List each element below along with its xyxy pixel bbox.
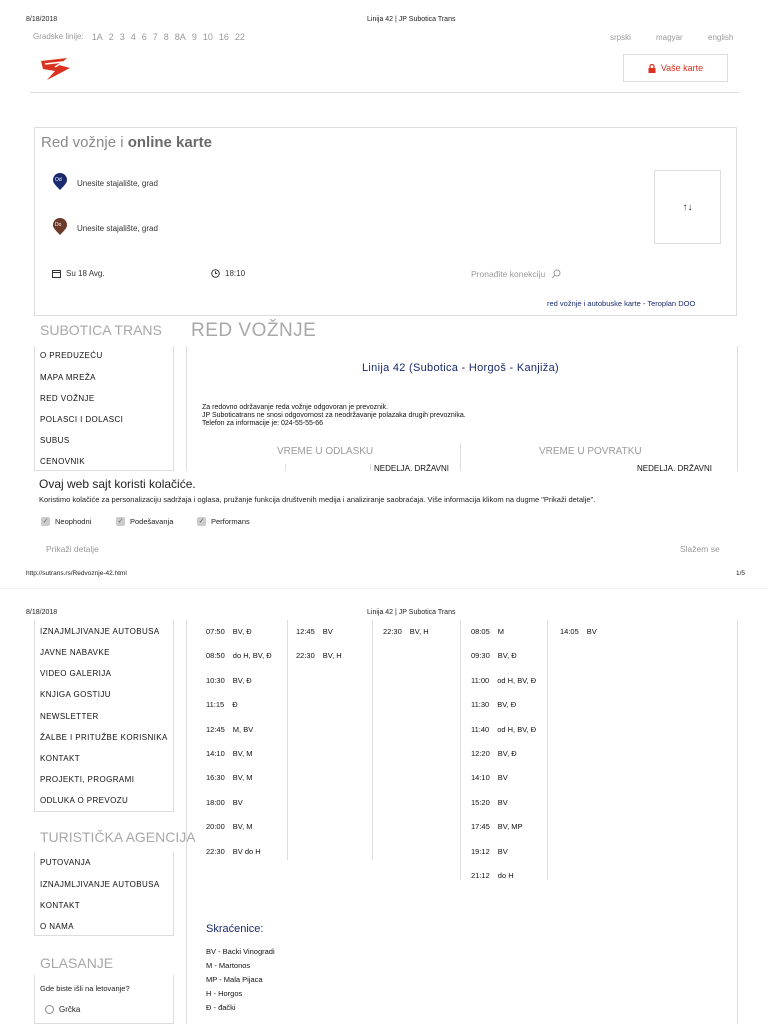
cookie-accept-button[interactable]: Slažem se — [680, 544, 720, 554]
departure-time: 19:12 — [471, 846, 490, 856]
timetable-entry — [471, 725, 536, 734]
route-note: Đ — [232, 700, 238, 710]
column-divider — [370, 464, 371, 471]
departure-time: 11:15 — [206, 700, 225, 710]
timetable-entry — [560, 627, 597, 636]
lock-icon — [648, 64, 656, 73]
route-note: BV, H — [409, 627, 429, 636]
route-note: BV — [586, 627, 597, 636]
header-divider — [30, 92, 740, 93]
timetable-entry — [206, 749, 253, 758]
poll-option[interactable]: Grčka — [45, 1005, 80, 1014]
timetable-entry — [296, 627, 333, 636]
column-divider — [460, 620, 461, 880]
route-note: BV — [232, 797, 243, 807]
column-divider — [287, 620, 288, 860]
departure-time: 10:30 — [206, 675, 225, 685]
find-connection-button[interactable] — [471, 269, 561, 279]
timetable-entry — [471, 676, 536, 685]
abbreviation-item: H - Horgos — [206, 989, 243, 998]
line-link[interactable]: 10 — [202, 32, 213, 42]
sub-header-left: NEDELJA, DRŽAVNI — [374, 464, 449, 471]
route-note: do H, BV, Đ — [232, 651, 272, 661]
departure-time: 12:45 — [296, 627, 315, 636]
print-date-2: 8/18/2018 — [26, 609, 58, 616]
line-link[interactable]: 1A — [91, 32, 103, 42]
timetable-entry — [471, 871, 514, 880]
sidebar-item-pricelist[interactable]: CENOVNIK — [40, 457, 85, 466]
route-note: M — [497, 627, 505, 636]
departure-time: 21:12 — [471, 871, 490, 880]
sidebar-item-travel[interactable]: PUTOVANJA — [40, 858, 91, 867]
route-note: BV, MP — [497, 822, 523, 832]
my-tickets-label: Vaše karte — [660, 63, 704, 73]
from-input[interactable]: Unesite stajalište, grad — [77, 179, 158, 188]
abbreviation-item: BV - Backi Vinogradi — [206, 947, 275, 956]
departure-time: 11:00 — [471, 675, 490, 685]
departure-time: 22:30 — [296, 651, 315, 661]
lang-english[interactable]: english — [708, 33, 734, 42]
route-note: BV — [497, 773, 508, 783]
departure-time: 22:30 — [383, 627, 402, 636]
departure-time: 16:30 — [206, 773, 225, 783]
timetable-entry — [471, 749, 517, 758]
column-divider — [460, 443, 461, 471]
line-link[interactable]: 7 — [152, 32, 158, 42]
search-icon — [551, 269, 561, 279]
line-link[interactable]: 8A — [174, 32, 186, 42]
time-value: 18:10 — [225, 269, 246, 278]
timetable-entry — [206, 651, 272, 660]
route-note: do H — [497, 871, 514, 880]
abbreviation-item: M - Martonos — [206, 961, 251, 970]
column-divider — [285, 464, 286, 471]
page-break — [0, 588, 768, 589]
route-note: BV, Đ — [497, 651, 517, 661]
line-link[interactable]: 9 — [191, 32, 197, 42]
my-tickets-button[interactable] — [623, 54, 728, 82]
sidebar-menu — [34, 346, 174, 471]
departure-time: 20:00 — [206, 822, 225, 832]
timetable-entry — [471, 627, 504, 636]
radio-icon — [45, 1005, 54, 1014]
find-connection-label: Pronađite konekciju — [471, 269, 546, 279]
timetable-entry — [471, 651, 517, 660]
line-link[interactable]: 16 — [218, 32, 229, 42]
search-widget — [34, 127, 737, 316]
cookie-heading: Ovaj web sajt koristi kolačiće. — [39, 477, 196, 491]
timetable-entry — [206, 847, 261, 856]
line-link[interactable]: 6 — [141, 32, 147, 42]
timetable-entry — [383, 627, 429, 636]
timetable-entry — [206, 700, 238, 709]
sidebar-heading-voting: GLASANJE — [40, 955, 114, 971]
date-picker[interactable] — [52, 269, 105, 278]
departure-time: 12:45 — [206, 724, 225, 734]
sidebar-item-complaints[interactable]: ŽALBE I PRITUŽBE KORISNIKA — [40, 733, 168, 742]
line-link[interactable]: 8 — [163, 32, 169, 42]
timetable-entry — [471, 847, 508, 856]
lang-serbian[interactable]: srpski — [610, 33, 631, 42]
line-title: Linija 42 (Subotica - Horgoš - Kanjiža) — [362, 362, 559, 374]
search-title: Red vožnje i online karte — [41, 134, 212, 151]
sidebar-item-network-map[interactable]: MAPA MREŽA — [40, 373, 96, 382]
print-date: 8/18/2018 — [26, 16, 58, 23]
departure-time: 07:50 — [206, 627, 225, 636]
sidebar-item-contact-2[interactable]: KONTAKT — [40, 901, 80, 910]
abbreviations-heading: Skraćenice: — [206, 923, 264, 935]
timetable-entry — [471, 773, 508, 782]
timetable-entry — [206, 822, 253, 831]
checkbox-icon: ✓ — [42, 518, 49, 525]
departure-time: 14:05 — [560, 627, 579, 636]
timetable-entry — [206, 627, 252, 636]
lang-hungarian[interactable]: magyar — [656, 33, 683, 42]
route-note: BV, H — [322, 651, 342, 661]
departure-time: 14:10 — [471, 773, 490, 783]
column-divider — [372, 620, 373, 860]
departure-time: 11:30 — [471, 700, 490, 710]
route-note: BV, Đ — [497, 700, 517, 710]
departure-time: 08:50 — [206, 651, 225, 661]
route-note: BV, M — [232, 749, 253, 758]
line-link[interactable]: 4 — [130, 32, 136, 42]
clock-icon — [211, 269, 220, 278]
sidebar-item-about[interactable]: O NAMA — [40, 922, 74, 931]
return-heading: VREME U POVRATKU — [539, 446, 642, 457]
city-lines-label: Gradske linije: — [33, 32, 84, 41]
departure-time: 17:45 — [471, 822, 490, 832]
sidebar-item-bus-rental[interactable]: IZNAJMLJIVANJE AUTOBUSA — [40, 627, 160, 636]
route-note: BV do H — [232, 846, 261, 856]
sidebar-item-video-gallery[interactable]: VIDEO GALERIJA — [40, 669, 112, 678]
sidebar-item-timetable[interactable]: RED VOŽNJE — [40, 394, 95, 403]
provider-link[interactable]: red vožnje i autobuske karte - Teroplan DOO — [547, 299, 696, 308]
route-note: BV, Đ — [232, 627, 252, 636]
departure-time: 14:10 — [206, 749, 225, 758]
sub-header-right: NEDELJA, DRŽAVNI — [637, 464, 712, 471]
print-title: Linija 42 | JP Subotica Trans — [367, 16, 456, 23]
cookie-check-preferences[interactable]: ✓ Podešavanja — [117, 517, 174, 526]
page-title: RED VOŽNJE — [191, 320, 317, 341]
print-page-number: 1/5 — [736, 570, 746, 577]
sidebar-heading-subotica-trans: SUBOTICA TRANS — [40, 322, 162, 338]
timetable-entry — [206, 798, 243, 807]
sidebar-item-projects[interactable]: PROJEKTI, PROGRAMI — [40, 775, 135, 784]
route-note: BV — [322, 627, 333, 636]
timetable-entry — [206, 773, 253, 782]
route-note: M, BV — [232, 724, 254, 734]
line-link[interactable]: 22 — [234, 32, 245, 42]
info-text: Za redovno održavanje reda vožnje odgovoran je prevoznik. JP Suboticatrans ne snosi odgovornost za neodržavanje polazaka drugih prevoznika. Telefon za informacije je: 024-55-55-66 — [202, 404, 466, 427]
route-note: BV, M — [232, 773, 253, 783]
sidebar-heading-tourist-agency: TURISTIČKA AGENCIJA — [40, 829, 196, 845]
route-note: BV, M — [232, 822, 253, 832]
route-note: BV, Đ — [497, 749, 517, 758]
date-value: Su 18 Avg. — [66, 269, 105, 278]
sidebar-item-newsletter[interactable]: NEWSLETTER — [40, 712, 99, 721]
departure-time: 18:00 — [206, 797, 225, 807]
timetable-entry — [206, 676, 252, 685]
sidebar-item-transport-decision[interactable]: ODLUKA O PREVOZU — [40, 796, 129, 805]
poll-question: Gde biste išli na letovanje? — [40, 984, 130, 993]
checkbox-icon: ✓ — [117, 518, 124, 525]
to-badge: Do — [55, 222, 62, 228]
logo[interactable] — [37, 56, 73, 82]
column-divider — [547, 620, 548, 880]
city-lines-nav — [33, 32, 245, 42]
checkbox-icon: ✓ — [198, 518, 205, 525]
line-link[interactable]: 2 — [108, 32, 114, 42]
print-url: http://sutrans.rs/Redvoznje-42.html — [26, 570, 127, 577]
departure-time: 22:30 — [206, 846, 225, 856]
sidebar-item-departures[interactable]: POLASCI I DOLASCI — [40, 415, 124, 424]
sidebar-item-guestbook[interactable]: KNJIGA GOSTIJU — [40, 690, 111, 699]
print-title-2: Linija 42 | JP Subotica Trans — [367, 609, 456, 616]
departure-time: 12:20 — [471, 749, 490, 758]
departure-time: 08:05 — [471, 627, 490, 636]
time-picker[interactable] — [211, 269, 245, 278]
swap-direction-button[interactable] — [654, 170, 721, 244]
route-note: BV — [497, 846, 508, 856]
route-note: od H, BV, Đ — [497, 675, 537, 685]
route-note: BV, Đ — [232, 675, 252, 685]
line-link[interactable]: 3 — [119, 32, 125, 42]
departure-time: 09:30 — [471, 651, 490, 661]
from-badge: Od — [55, 177, 62, 183]
sidebar-item-subus[interactable]: SUBUS — [40, 436, 70, 445]
timetable-entry — [206, 725, 253, 734]
route-note: BV — [497, 797, 508, 807]
abbreviation-item: Đ - đački — [206, 1003, 236, 1012]
cookie-text: Koristimo kolačiće za personalizaciju sadržaja i oglasa, pružanje funkcija društvenih medija i analiziranje saobraćaja. Više informacija klikom na dugme "Prikaži detalje". — [39, 495, 596, 504]
poll-box — [34, 975, 174, 1024]
cookie-check-performance[interactable]: ✓ Performans — [198, 517, 250, 526]
timetable-entry — [471, 822, 523, 831]
calendar-icon — [52, 269, 61, 278]
to-input[interactable]: Unesite stajalište, grad — [77, 224, 158, 233]
departure-time: 11:40 — [471, 724, 490, 734]
departure-time: 15:20 — [471, 797, 490, 807]
timetable-entry — [296, 651, 342, 660]
swap-icon: ↑↓ — [682, 201, 693, 213]
sidebar-item-company[interactable]: O PREDUZEĆU — [40, 351, 103, 360]
sidebar-item-procurement[interactable]: JAVNE NABAVKE — [40, 648, 110, 657]
route-note: od H, BV, Đ — [497, 724, 537, 734]
departure-heading: VREME U ODLASKU — [277, 446, 374, 457]
sidebar-item-bus-rental-2[interactable]: IZNAJMLJIVANJE AUTOBUSA — [40, 880, 160, 889]
abbreviations-list — [206, 945, 275, 1015]
cookie-check-necessary[interactable]: ✓ Neophodni — [42, 517, 92, 526]
cookie-details-link[interactable]: Prikaži detalje — [46, 544, 99, 554]
sidebar-item-contact[interactable]: KONTAKT — [40, 754, 80, 763]
timetable-entry — [471, 700, 516, 709]
timetable-entry — [471, 798, 508, 807]
abbreviation-item: MP - Mala Pijaca — [206, 975, 263, 984]
